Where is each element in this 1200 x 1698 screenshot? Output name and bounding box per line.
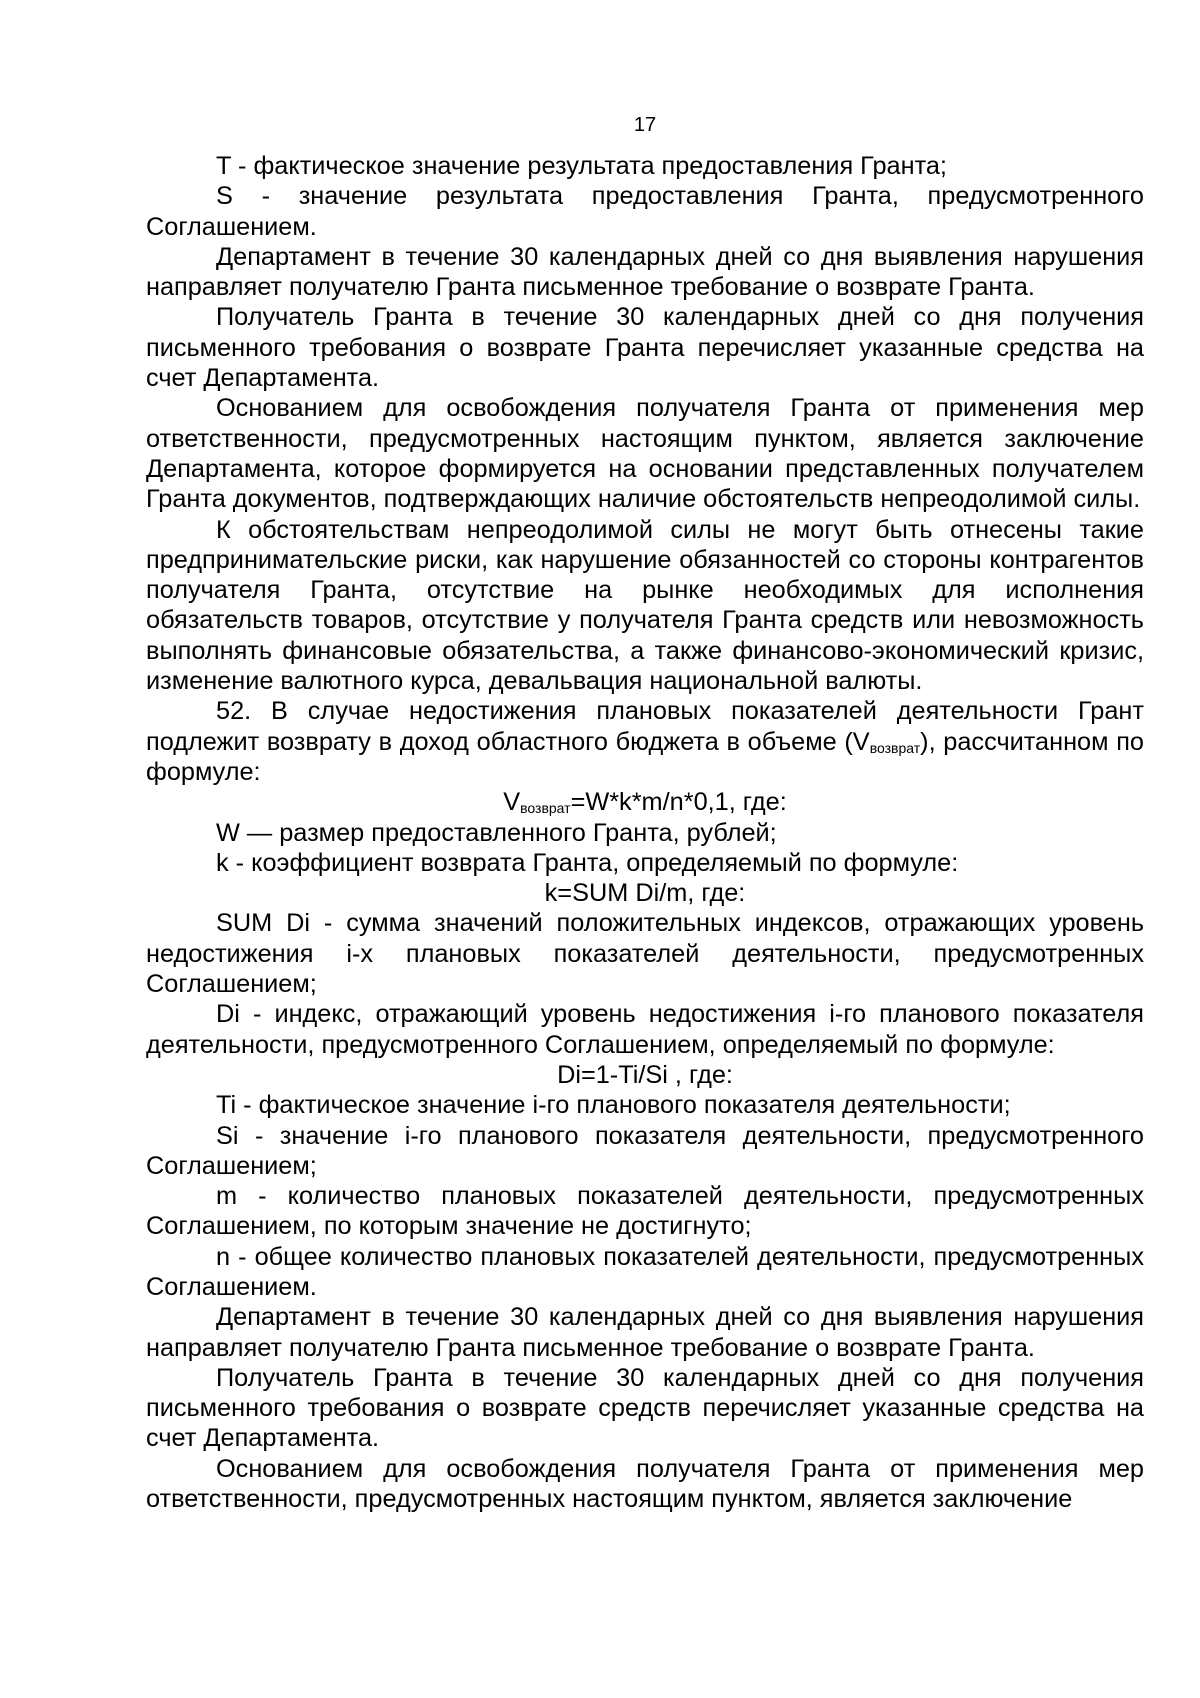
document-body (146, 151, 1144, 1514)
page-number: 17 (633, 114, 657, 136)
formula-refund-volume (146, 787, 1144, 817)
paragraph-recipient-refund: Получатель Гранта в течение 30 календарных дней со дня получения письменного требования о возврате Гранта перечисляет указанные средства на счет Департамента. (146, 303, 1144, 393)
formula-refund-subscript: возврат (520, 800, 571, 817)
paragraph-department-requirement: Департамент в течение 30 календарных дней со дня выявления нарушения направляет получателю Гранта письменное требование о возврате Гранта. (146, 242, 1144, 302)
paragraph-recipient-refund-2: Получатель Гранта в течение 30 календарных дней со дня получения письменного требования о возврате средств перечисляет указанные средства на счет Департамента. (146, 1363, 1144, 1453)
clause-52-text-start: 52. В случае недостижения плановых показателей деятельности Грант подлежит возврату в доход областного бюджета в объеме (V (146, 697, 1144, 756)
formula-refund-expression: =W*k*m/n*0,1, где: (570, 788, 787, 817)
paragraph-department-requirement-2: Департамент в течение 30 календарных дней со дня выявления нарушения направляет получателю Гранта письменное требование о возврате Гранта. (146, 1303, 1144, 1362)
formula-k-coefficient: k=SUM Di/m, где: (544, 879, 746, 908)
formula-refund-variable: V (503, 788, 521, 817)
paragraph-force-majeure-exclusions: К обстоятельствам непреодолимой силы не могут быть отнесены такие предпринимательские риски, как нарушение обязанностей со стороны контрагентов получателя Гранта, отсутствие на рынке необходимых для исполнения обязательств товаров, отсутствие у получателя Гранта средств или невозможность выполнять финансовые обязательства, а также финансово-экономический кризис, изменение валютного курса, девальвация национальной валюты. (146, 515, 1144, 696)
paragraph-si-definition: Si - значение i-го планового показателя деятельности, предусмотренного Соглашением; (146, 1121, 1144, 1180)
paragraph-n-definition: n - общее количество плановых показателей деятельности, предусмотренных Соглашением. (146, 1242, 1144, 1301)
paragraph-exemption-basis: Основанием для освобождения получателя Гранта от применения мер ответственности, предусмотренных настоящим пунктом, является заключение Департамента, которое формируется на основании представленных получателем Гранта документов, подтверждающих наличие обстоятельств непреодолимой силы. (146, 394, 1144, 514)
paragraph-ti-definition: Ti - фактическое значение i-го планового показателя деятельности; (216, 1091, 1011, 1120)
paragraph-di-definition: Di - индекс, отражающий уровень недостижения i-го планового показателя деятельности, предусмотренного Соглашением, определяемый по формуле: (146, 1000, 1144, 1059)
clause-52-subscript: возврат (869, 739, 921, 756)
paragraph-m-definition: m - количество плановых показателей деятельности, предусмотренных Соглашением, по которым значение не достигнуто; (146, 1182, 1144, 1241)
paragraph-k-definition: k - коэффициент возврата Гранта, определяемый по формуле: (216, 848, 959, 877)
formula-di-index: Di=1-Ti/Si , где: (557, 1060, 733, 1089)
paragraph-clause-52 (146, 696, 1144, 787)
clause-52-text-end: ), рассчитанном по формуле: (146, 727, 1144, 786)
paragraph-exemption-basis-2: Основанием для освобождения получателя Гранта от применения мер ответственности, предусмотренных настоящим пунктом, является заключение (146, 1454, 1144, 1514)
paragraph-target-value-definition: S - значение результата предоставления Гранта, предусмотренного Соглашением. (146, 182, 1144, 241)
paragraph-actual-value-definition: T - фактическое значение результата предоставления Гранта; (216, 152, 947, 180)
paragraph-w-definition: W — размер предоставленного Гранта, рублей; (216, 818, 777, 847)
paragraph-sum-di-definition: SUM Di - сумма значений положительных индексов, отражающих уровень недостижения i-х плановых показателей деятельности, предусмотренных Соглашением; (146, 909, 1144, 999)
